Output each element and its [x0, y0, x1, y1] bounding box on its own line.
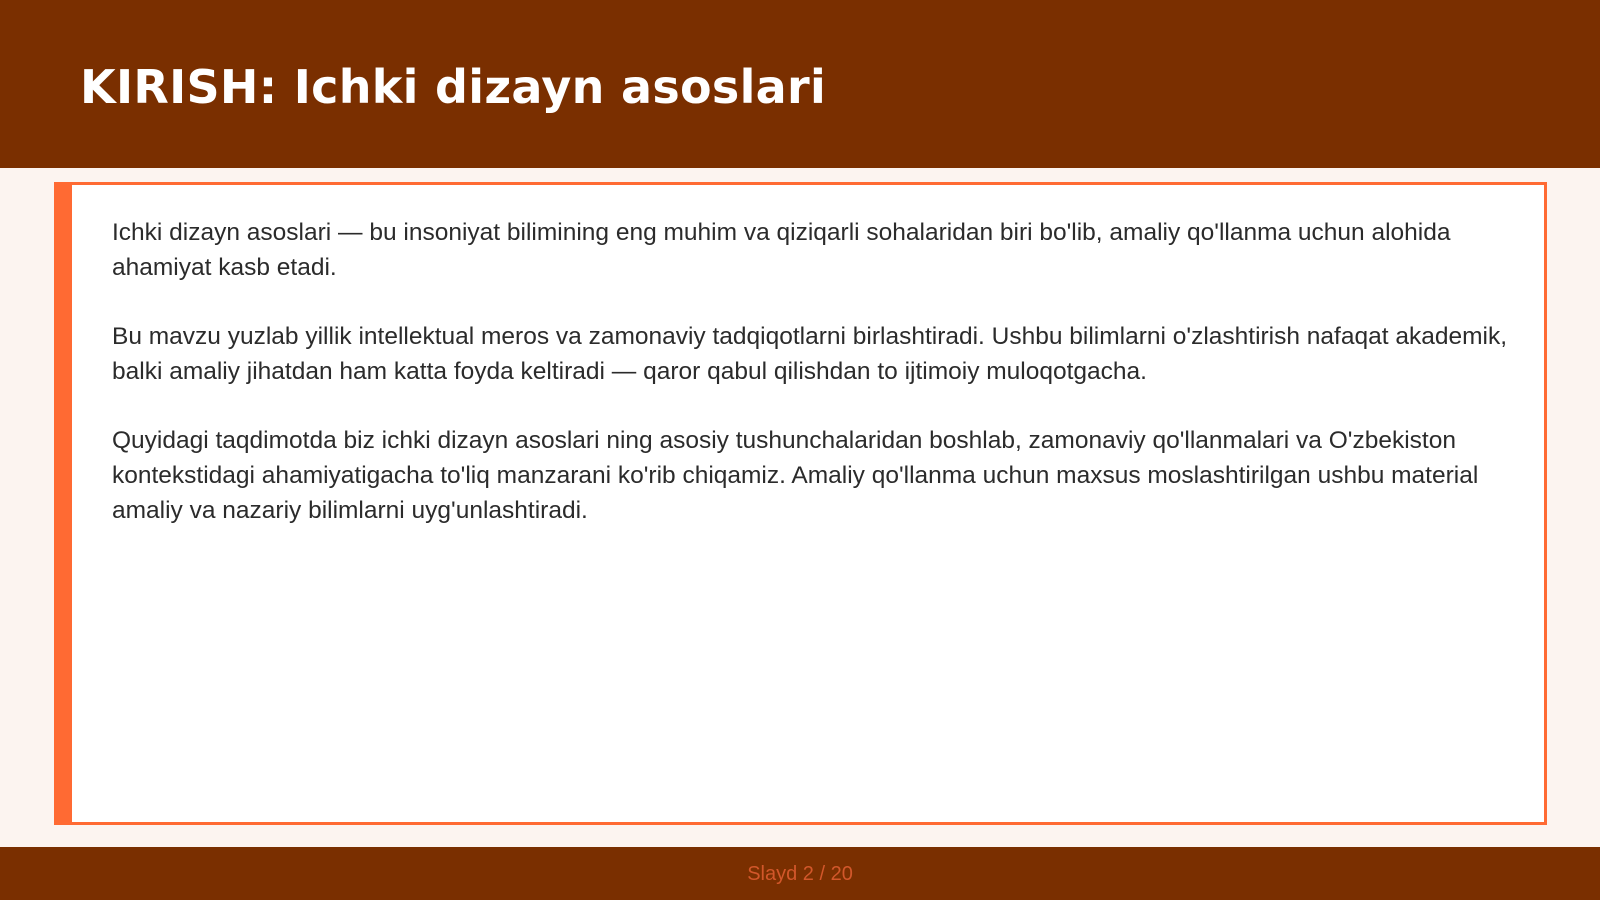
paragraph-3: Quyidagi taqdimotda biz ichki dizayn asoslari ning asosiy tushunchalaridan boshlab, zamonaviy qo'llanmalari va O'zbekiston kontekstidagi ahamiyatigacha to'liq manzarani ko'rib chiqamiz. Amaliy qo'llanma uchun maxsus moslashtirilgan ushbu material amaliy va nazariy bilimlarni uyg'unlashtiradi. — [112, 427, 1479, 524]
paragraph-2: Bu mavzu yuzlab yillik intellektual meros va zamonaviy tadqiqotlarni birlashtiradi. Ushbu bilimlarni o'zlashtirish nafaqat akademik, balki amaliy jihatdan ham katta foyda keltiradi — qaror qabul qilishdan to ijtimoiy muloqotgacha. — [112, 323, 1508, 385]
content-body — [112, 215, 1512, 562]
slide-footer — [0, 847, 1600, 900]
slide-header — [0, 0, 1600, 168]
slide-number: Slayd 2 / 20 — [747, 863, 853, 885]
slide-title: KIRISH: Ichki dizayn asoslari — [80, 60, 827, 114]
content-card — [54, 182, 1547, 825]
paragraph-1: Ichki dizayn asoslari — bu insoniyat bilimining eng muhim va qiziqarli sohalaridan biri bo'lib, amaliy qo'llanma uchun alohida ahamiyat kasb etadi. — [112, 219, 1451, 281]
